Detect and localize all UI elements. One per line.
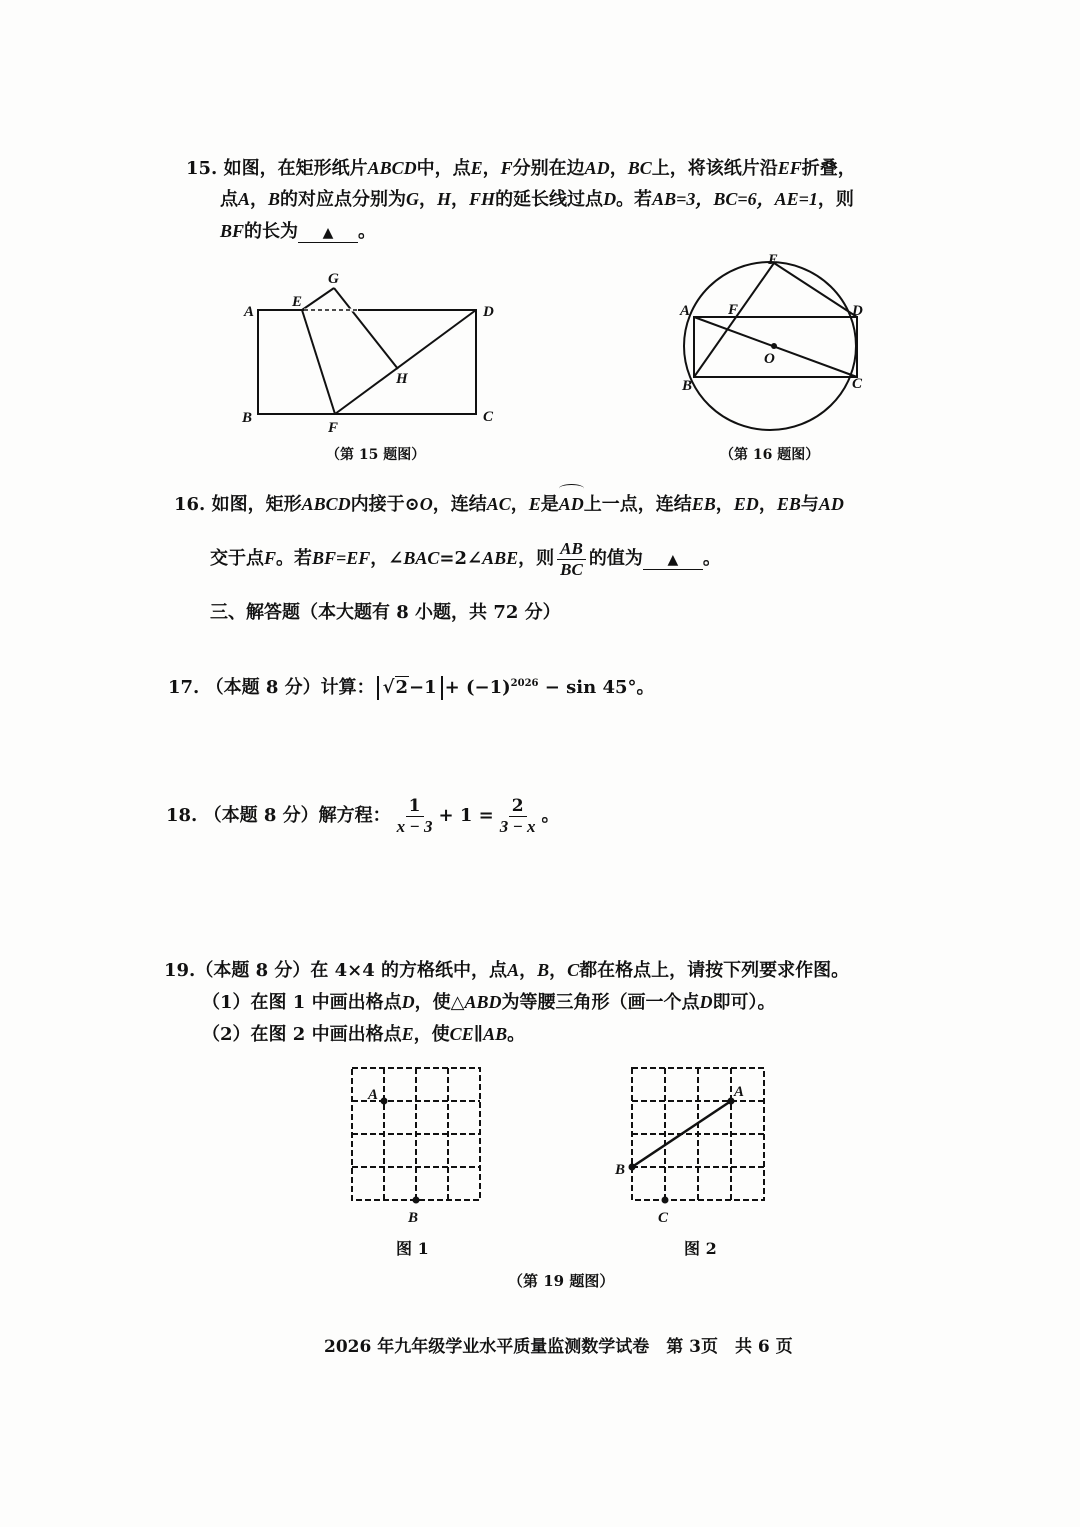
sqrt: √2	[382, 677, 409, 698]
point-b	[413, 1197, 420, 1204]
figure-15-caption: （第 15 题图）	[326, 447, 426, 463]
label-c: C	[852, 376, 863, 392]
segment-fd	[335, 310, 476, 414]
q15-line3: BF的长为 ▲ 。	[220, 221, 377, 242]
answer-blank: ▲	[298, 224, 358, 243]
q19-line1: 19.（本题 8 分）在 4×4 的方格纸中，点A，B，C都在格点上，请按下列要求作图。	[164, 960, 850, 981]
q18: 18. （本题 8 分）解方程： $\frac{1}{x - 3}$ + 1 = $\frac{2}{3 - x}$ 。	[166, 795, 560, 836]
figure-19-2	[612, 1062, 772, 1230]
label-c: C	[658, 1210, 669, 1226]
rectangle-abcd	[258, 310, 476, 414]
point-a	[381, 1098, 388, 1105]
label-h: H	[396, 371, 408, 387]
q17: 17. （本题 8 分）计算： $√2-1 + (-1)^{2026} - \sin 45^\circ$。	[168, 677, 655, 698]
absolute-value: √2−1	[377, 676, 443, 700]
fraction-ab-bc: $\frac{AB}{BC}$	[557, 539, 586, 580]
figure-19-caption: （第 19 题图）	[508, 1272, 615, 1290]
point-b	[629, 1164, 636, 1171]
q19-number: 19.	[164, 960, 196, 981]
label-d: D	[852, 303, 863, 319]
label-g: G	[328, 271, 339, 287]
answer-blank: ▲	[643, 551, 703, 570]
segment-eg	[302, 288, 334, 310]
segment-ef	[302, 310, 335, 414]
q15-line2: 点A，B的对应点分别为G，H，FH的延长线过点D。若AB=3，BC=6，AE=1，则	[220, 189, 854, 210]
label-b: B	[242, 410, 253, 426]
figure-16-caption: （第 16 题图）	[720, 447, 820, 463]
label-f: F	[728, 302, 739, 318]
fraction-2: $\frac{2}{3 - x}$	[499, 795, 536, 836]
figure-15	[236, 262, 516, 438]
label-b: B	[408, 1210, 419, 1226]
segment-gh	[334, 288, 398, 369]
q17-number: 17.	[168, 677, 200, 698]
q15-line1: 15. 如图，在矩形纸片ABCD中，点E，F分别在边AD，BC上，将该纸片沿EF折叠，	[186, 158, 856, 179]
figure-19-2-caption: 图 2	[684, 1239, 717, 1258]
section-heading: 三、解答题（本大题有 8 小题，共 72 分）	[210, 602, 561, 623]
label-c: C	[483, 409, 494, 425]
segment-ed	[774, 263, 857, 317]
q19-sub1: （1）在图 1 中画出格点D，使△ABD为等腰三角形（画一个点D即可）。	[202, 992, 776, 1013]
grid-4x4	[632, 1068, 764, 1200]
label-o: O	[764, 351, 775, 367]
arc-ad: AD	[559, 488, 584, 520]
page-footer: 2026 年九年级学业水平质量监测数学试卷 第 3页 共 6 页	[324, 1337, 793, 1357]
label-a: A	[244, 304, 255, 320]
segment-eb	[694, 263, 774, 377]
q19-sub2: （2）在图 2 中画出格点E，使CE∥AB。	[202, 1024, 526, 1045]
label-a: A	[368, 1087, 379, 1103]
q16-line2: 交于点F。若BF=EF，∠BAC=2∠ABE，则 $\frac{AB}{BC}$ 的值为 ▲ 。	[210, 538, 721, 579]
q16-line1: 16. 如图，矩形ABCD内接于⊙O，连结AC，E是AD上一点，连结EB，ED，EB与AD	[174, 488, 844, 521]
figure-16	[668, 248, 888, 444]
fraction-1: $\frac{1}{x - 3}$	[396, 795, 433, 836]
label-d: D	[483, 304, 494, 320]
label-a: A	[680, 303, 691, 319]
point-c	[662, 1197, 669, 1204]
label-f: F	[328, 420, 339, 436]
label-b: B	[682, 378, 693, 394]
q15-number: 15.	[186, 158, 218, 179]
figure-19-1	[340, 1062, 490, 1230]
q16-number: 16.	[174, 494, 206, 515]
label-a: A	[734, 1084, 745, 1100]
figure-19-1-caption: 图 1	[396, 1239, 429, 1258]
label-e: E	[292, 294, 303, 310]
label-e: E	[768, 252, 779, 268]
q18-number: 18.	[166, 805, 198, 826]
center-o-dot	[771, 343, 777, 349]
label-b: B	[615, 1162, 626, 1178]
